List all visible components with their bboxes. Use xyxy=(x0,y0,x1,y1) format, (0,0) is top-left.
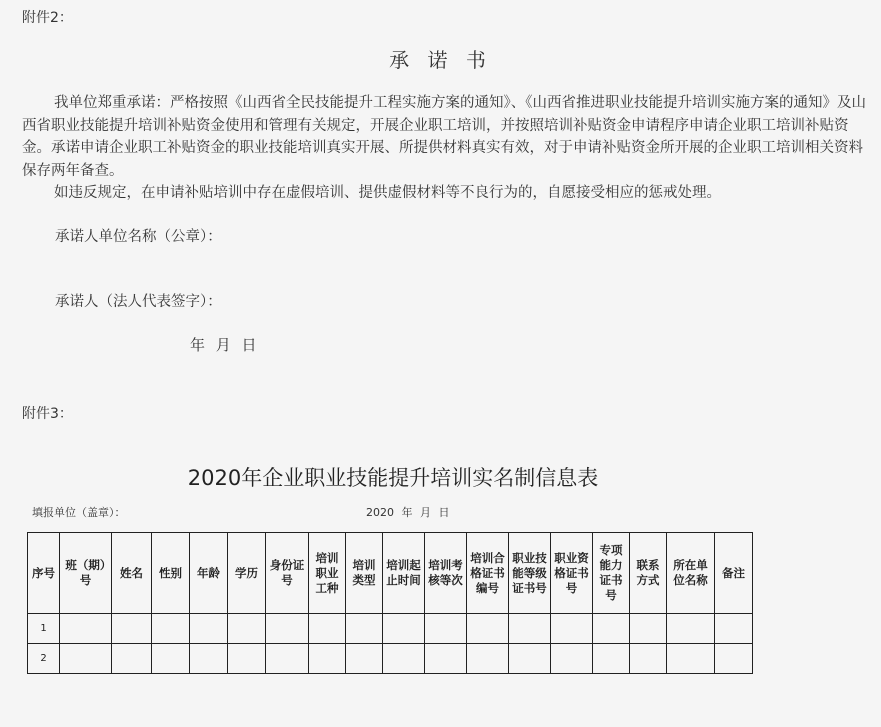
table-header-cell: 培训职业工种 xyxy=(309,533,346,614)
table-header-cell: 职业资格证书号 xyxy=(551,533,593,614)
table-cell[interactable] xyxy=(190,644,228,674)
table-header-cell: 学历 xyxy=(228,533,266,614)
table-row xyxy=(28,614,753,644)
table-cell[interactable] xyxy=(667,644,715,674)
table-cell[interactable] xyxy=(551,614,593,644)
unit-name-label: 承诺人单位名称（公章）： xyxy=(55,229,222,245)
pledge-date-label: 年 月 日 xyxy=(190,336,257,354)
table-header-cell: 培训合格证书编号 xyxy=(467,533,509,614)
table-cell[interactable] xyxy=(383,614,425,644)
attachment-2-label: 附件2： xyxy=(22,10,73,26)
table-cell[interactable] xyxy=(112,614,152,644)
table-cell[interactable] xyxy=(152,614,190,644)
table-header-cell: 班（期）号 xyxy=(60,533,112,614)
table-cell[interactable] xyxy=(667,614,715,644)
table-cell[interactable] xyxy=(551,644,593,674)
row-number-cell: 2 xyxy=(28,644,60,674)
pledge-paragraph-1: 我单位郑重承诺：严格按照《山西省全民技能提升工程实施方案的通知》、《山西省推进职业技能提升培训实施方案的通知》及山西省职业技能提升培训补贴资金使用和管理有关规定，开展企业职工培训，并按照培训补贴资金申请程序申请企业职工培训补贴资金。承诺申请企业职工补贴资金的职业技能培训真实开展、所提供材料真实有效，对于申请补贴资金所开展的企业职工培训相关资料保存两年备查。 xyxy=(22,95,866,179)
table-cell[interactable] xyxy=(467,644,509,674)
table-header-cell: 联系方式 xyxy=(630,533,667,614)
table-header-cell: 性别 xyxy=(152,533,190,614)
table-header-cell: 身份证号 xyxy=(266,533,309,614)
table-cell[interactable] xyxy=(60,614,112,644)
table-row xyxy=(28,644,753,674)
fill-date-label: 2020 年 月 日 xyxy=(366,506,450,519)
legal-rep-signature-label: 承诺人（法人代表签字）： xyxy=(55,294,222,310)
table-cell[interactable] xyxy=(467,614,509,644)
pledge-body xyxy=(22,92,872,205)
table-cell[interactable] xyxy=(593,644,630,674)
table-header-cell: 年龄 xyxy=(190,533,228,614)
table-cell[interactable] xyxy=(346,644,383,674)
table-cell[interactable] xyxy=(346,614,383,644)
table-title: 2020年企业职业技能提升培训实名制信息表 xyxy=(187,466,599,490)
table-header-cell: 职业技能等级证书号 xyxy=(509,533,551,614)
table-cell[interactable] xyxy=(266,614,309,644)
table-cell[interactable] xyxy=(509,644,551,674)
table-cell[interactable] xyxy=(266,644,309,674)
table-header-cell: 姓名 xyxy=(112,533,152,614)
table-cell[interactable] xyxy=(715,614,753,644)
table-cell[interactable] xyxy=(593,614,630,644)
table-header-cell: 备注 xyxy=(715,533,753,614)
table-cell[interactable] xyxy=(112,644,152,674)
pledge-paragraph-2: 如违反规定，在申请补贴培训中存在虚假培训、提供虚假材料等不良行为的，自愿接受相应的惩戒处理。 xyxy=(54,185,721,201)
row-number-cell: 1 xyxy=(28,614,60,644)
table-header-cell: 培训起止时间 xyxy=(383,533,425,614)
training-info-table xyxy=(27,532,753,674)
table-header-cell: 专项能力证书号 xyxy=(593,533,630,614)
table-cell[interactable] xyxy=(383,644,425,674)
table-cell[interactable] xyxy=(715,644,753,674)
table-cell[interactable] xyxy=(190,614,228,644)
table-header-cell: 序号 xyxy=(28,533,60,614)
table-cell[interactable] xyxy=(228,644,266,674)
table-cell[interactable] xyxy=(152,644,190,674)
table-header-cell: 培训类型 xyxy=(346,533,383,614)
table-cell[interactable] xyxy=(425,614,467,644)
pledge-title: 承 诺 书 xyxy=(389,48,492,72)
table-cell[interactable] xyxy=(630,644,667,674)
table-cell[interactable] xyxy=(228,614,266,644)
table-header-row xyxy=(28,533,753,614)
table-cell[interactable] xyxy=(630,614,667,644)
table-cell[interactable] xyxy=(309,644,346,674)
fill-unit-label: 填报单位（盖章）： xyxy=(32,506,126,519)
attachment-3-label: 附件3： xyxy=(22,406,73,422)
table-cell[interactable] xyxy=(309,614,346,644)
table-cell[interactable] xyxy=(425,644,467,674)
table-header-cell: 培训考核等次 xyxy=(425,533,467,614)
table-cell[interactable] xyxy=(60,644,112,674)
table-cell[interactable] xyxy=(509,614,551,644)
table-header-cell: 所在单位名称 xyxy=(667,533,715,614)
